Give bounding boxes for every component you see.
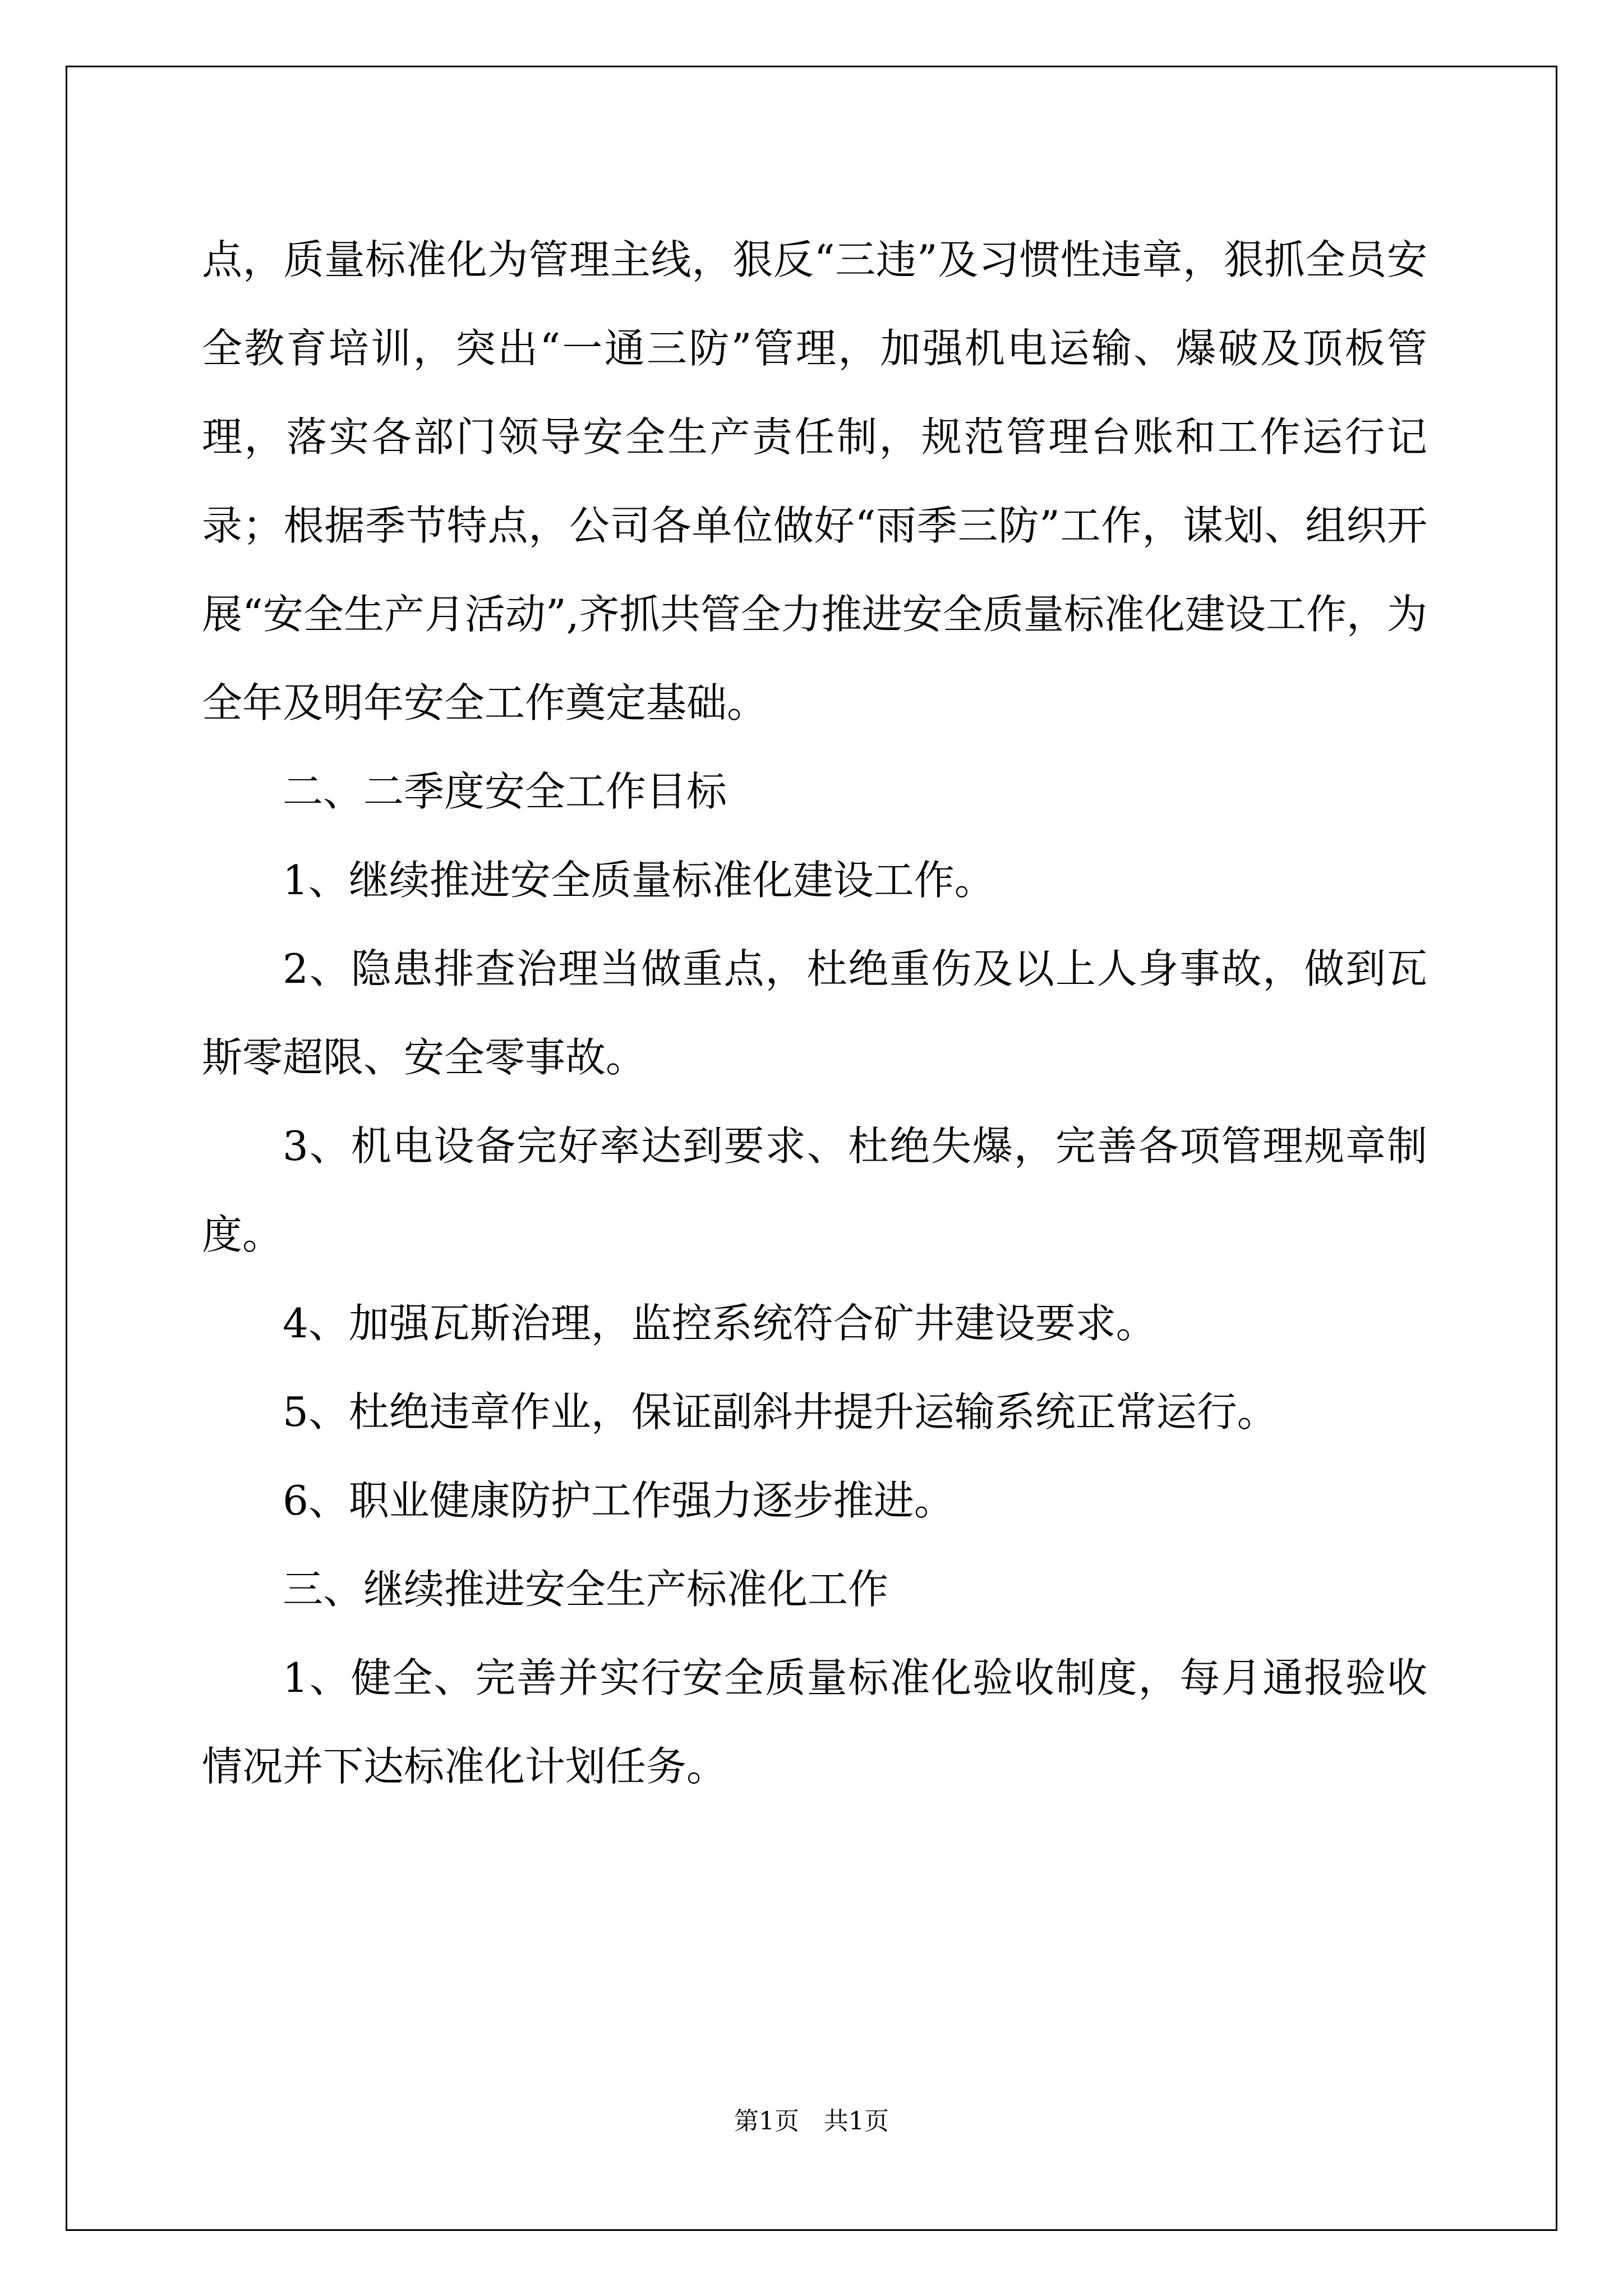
goal-item-4: 4、加强瓦斯治理，监控系统符合矿井建设要求。	[283, 1300, 1156, 1347]
page-footer: 第1页 共1页	[734, 2107, 889, 2136]
document-body	[202, 215, 1427, 1811]
goal-item-3: 3、机电设备完好率达到要求、杜绝失爆，完善各项管理规章制度。	[202, 1122, 1427, 1258]
paragraph-continued: 点，质量标准化为管理主线，狠反“三违”及习惯性违章，狠抓全员安全教育培训，突出“一通三防”管理，加强机电运输、爆破及顶板管理，落实各部门领导安全生产责任制，规范管理台账和工作运行记录；根据季节特点，公司各单位做好“雨季三防”工作，谋划、组织开展“安全生产月活动”,齐抓共管全力推进安全质量标准化建设工作，为全年及明年安全工作奠定基础。	[202, 236, 1427, 726]
section-heading-3: 三、继续推进安全生产标准化工作	[283, 1566, 889, 1613]
goal-item-6: 6、职业健康防护工作强力逐步推进。	[283, 1477, 955, 1524]
goal-item-2: 2、隐患排查治理当做重点，杜绝重伤及以上人身事故，做到瓦斯零超限、安全零事故。	[202, 945, 1427, 1081]
goal-item-1: 1、继续推进安全质量标准化建设工作。	[283, 857, 995, 904]
section-heading-2: 二、二季度安全工作目标	[283, 768, 727, 815]
goal-item-5: 5、杜绝违章作业，保证副斜井提升运输系统正常运行。	[283, 1388, 1278, 1435]
standardization-item-1: 1、健全、完善并实行安全质量标准化验收制度，每月通报验收情况并下达标准化计划任务。	[202, 1654, 1427, 1790]
